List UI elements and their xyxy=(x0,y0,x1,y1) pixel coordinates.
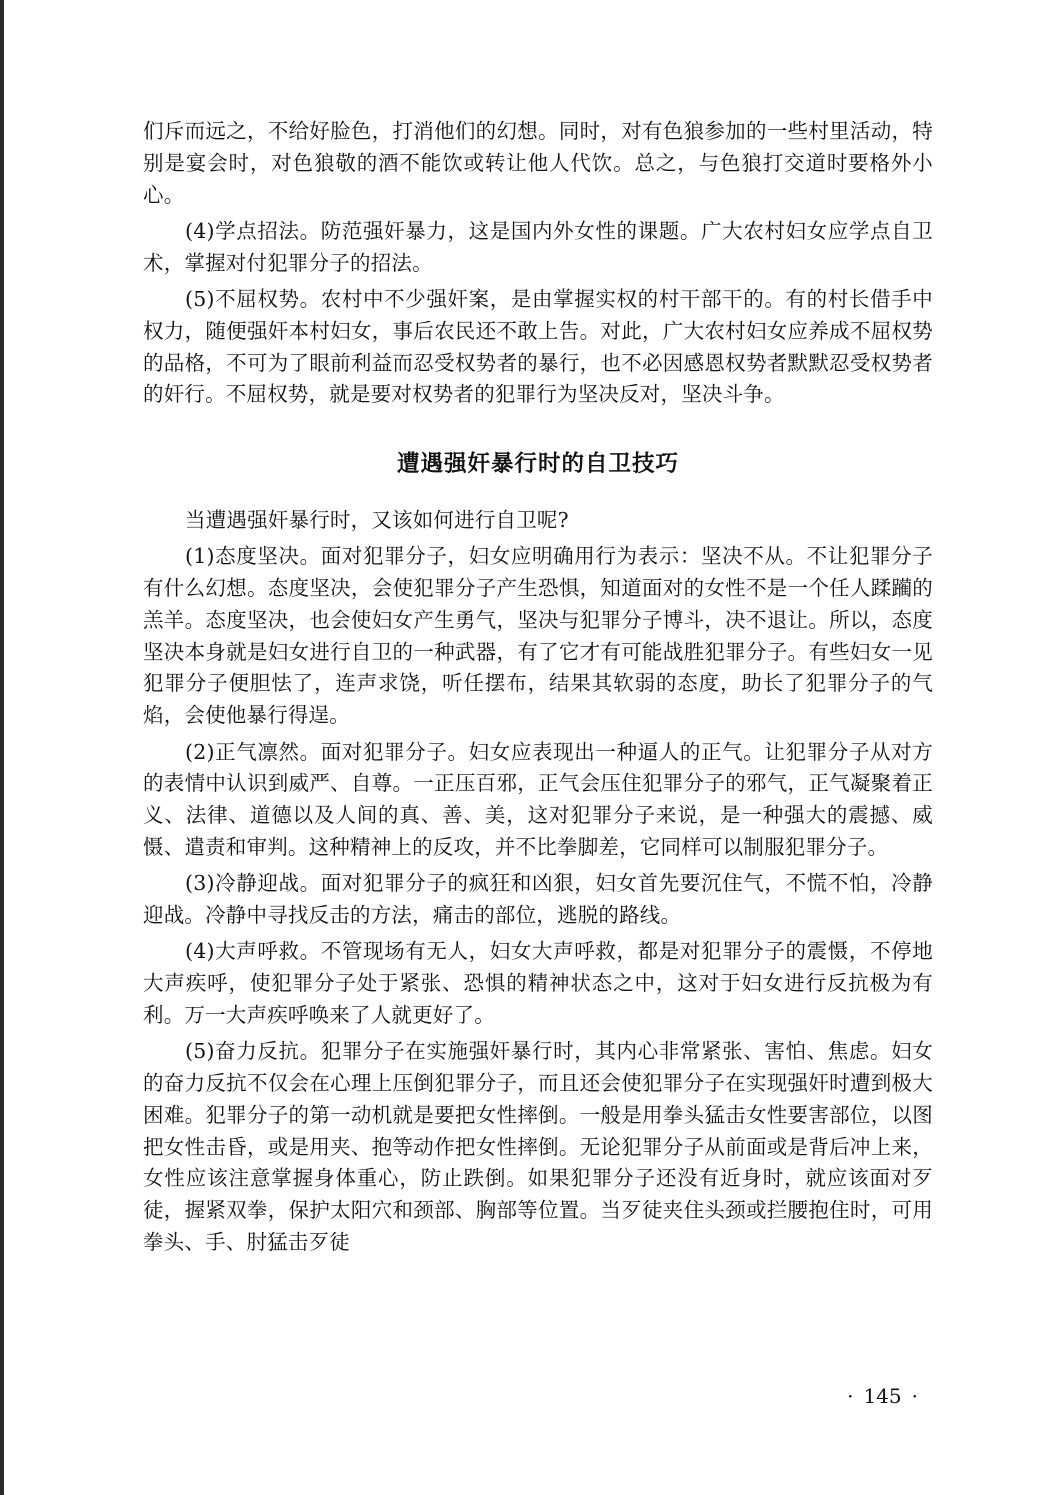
paragraph: (4)学点招法。防范强奸暴力，这是国内外女性的课题。广大农村妇女应学点自卫术，掌握对付犯罪分子的招法。 xyxy=(143,218,933,275)
book-spine-edge xyxy=(0,0,4,1495)
paragraph: (2)正气凛然。面对犯罪分子。妇女应表现出一种逼人的正气。让犯罪分子从对方的表情中认识到威严、自尊。一正压百邪，正气会压住犯罪分子的邪气，正气凝聚着正义、法律、道德以及人间的真、善、美，这对犯罪分子来说，是一种强大的震撼、威慑、遣责和审判。这种精神上的反攻，并不比拳脚差，它同样可以制服犯罪分子。 xyxy=(143,739,933,859)
page-body xyxy=(143,116,933,1263)
page-number xyxy=(808,1384,928,1408)
paragraph: (5)奋力反抗。犯罪分子在实施强奸暴行时，其内心非常紧张、害怕、焦虑。妇女的奋力反抗不仅会在心理上压倒犯罪分子，而且还会使犯罪分子在实现强奸时遭到极大困难。犯罪分子的第一动机就是要把女性摔倒。一般是用拳头猛击女性要害部位，以图把女性击昏，或是用夹、抱等动作把女性摔倒。无论犯罪分子从前面或是背后冲上来，女性应该注意掌握身体重心，防止跌倒。如果犯罪分子还没有近身时，就应该面对歹徒，握紧双拳，保护太阳穴和颈部、胸部等位置。当歹徒夹住头颈或拦腰抱住时，可用拳头、手、肘猛击歹徒 xyxy=(143,1039,933,1254)
paragraph: (1)态度坚决。面对犯罪分子，妇女应明确用行为表示：坚决不从。不让犯罪分子有什么幻想。态度坚决，会使犯罪分子产生恐惧，知道面对的女性不是一个任人蹂躏的羔羊。态度坚决，也会使妇女产生勇气，坚决与犯罪分子博斗，决不退让。所以，态度坚决本身就是妇女进行自卫的一种武器，有了它才有可能战胜犯罪分子。有些妇女一见犯罪分子便胆怯了，连声求饶，听任摆布，结果其软弱的态度，助长了犯罪分子的气焰，会使他暴行得逞。 xyxy=(143,544,933,728)
page-number-dot-left: · xyxy=(847,1384,854,1408)
paragraph: (3)冷静迎战。面对犯罪分子的疯狂和凶狠，妇女首先要沉住气，不慌不怕，冷静迎战。冷静中寻找反击的方法，痛击的部位，逃脱的路线。 xyxy=(143,871,933,928)
section-heading: 遭遇强奸暴行时的自卫技巧 xyxy=(396,451,679,478)
page-number-value: 145 xyxy=(863,1384,902,1408)
paragraph: (4)大声呼救。不管现场有无人，妇女大声呼救，都是对犯罪分子的震慑，不停地大声疾呼，使犯罪分子处于紧张、恐惧的精神状态之中，这对于妇女进行反抗极为有利。万一大声疾呼唤来了人就更好了。 xyxy=(143,939,933,1027)
paragraph: (5)不屈权势。农村中不少强奸案，是由掌握实权的村干部干的。有的村长借手中权力，随便强奸本村妇女，事后农民还不敢上告。对此，广大农村妇女应养成不屈权势的品格，不可为了眼前利益而忍受权势者的暴行，也不必因感恩权势者默默忍受权势者的奸行。不屈权势，就是要对权势者的犯罪行为坚决反对，坚决斗争。 xyxy=(143,286,933,407)
paragraph: 们斥而远之，不给好脸色，打消他们的幻想。同时，对有色狼参加的一些村里活动，特别是宴会时，对色狼敬的酒不能饮或转让他人代饮。总之，与色狼打交道时要格外小心。 xyxy=(143,119,933,207)
paragraph: 当遭遇强奸暴行时，又该如何进行自卫呢? xyxy=(185,507,569,532)
page-number-dot-right: · xyxy=(911,1384,918,1408)
